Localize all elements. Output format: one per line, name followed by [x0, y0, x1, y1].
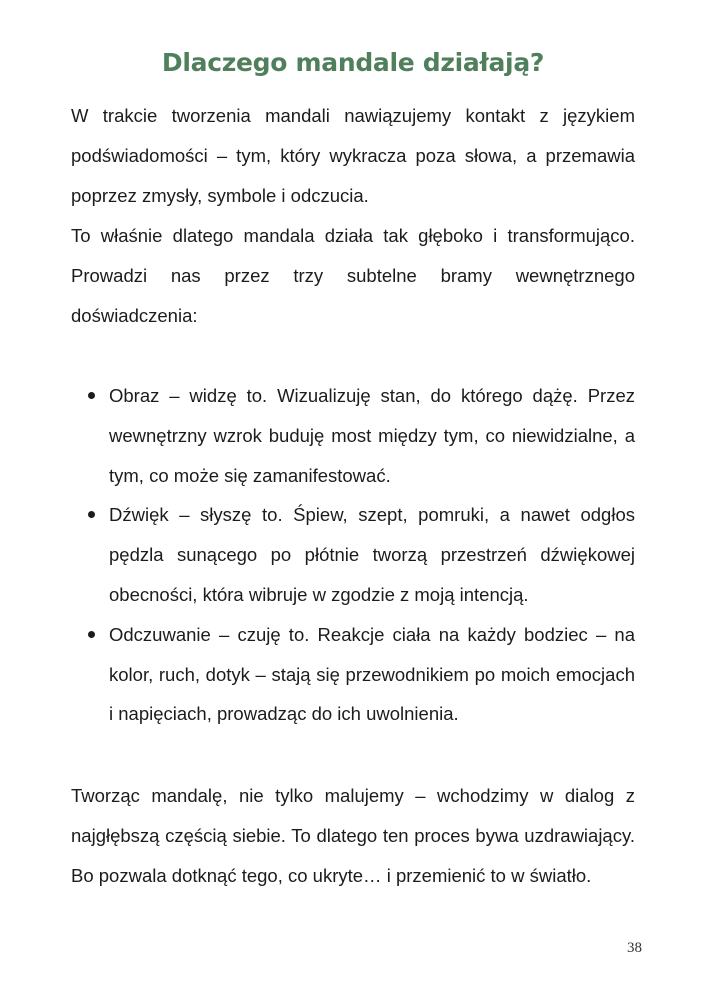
list-item — [71, 615, 635, 734]
intro-paragraph: W trakcie tworzenia mandali nawiązujemy kontakt z językiem podświadomości – tym, który wykracza poza słowa, a przemawia poprzez zmysły, symbole i odczucia. — [71, 105, 635, 206]
bullet-icon — [88, 392, 95, 399]
list-item-text: Odczuwanie – czuję to. Reakcje ciała na każdy bodziec – na kolor, ruch, dotyk – stają się przewodnikiem po moich emocjach i napięciach, prowadząc do ich uwolnienia. — [109, 623, 635, 725]
list-item-text: Obraz – widzę to. Wizualizuję stan, do którego dążę. Przez wewnętrzny wzrok buduję most między tym, co niewidzialne, a tym, co może się zamanifestować. — [109, 385, 635, 486]
page-title: Dlaczego mandale działają? — [161, 48, 545, 77]
page-number: 38 — [627, 940, 642, 956]
closing-paragraph: Tworząc mandalę, nie tylko malujemy – wchodzimy w dialog z najgłębszą częścią siebie. To dlatego ten proces bywa uzdrawiający. Bo pozwala dotknąć tego, co ukryte… i przemienić to w światło. — [71, 785, 635, 886]
bullet-icon — [88, 631, 95, 638]
list-item — [71, 495, 635, 614]
gates-paragraph: To właśnie dlatego mandala działa tak głęboko i transformująco. Prowadzi nas przez trzy subtelne bramy wewnętrznego doświadczenia: — [71, 225, 635, 326]
bullet-icon — [88, 511, 95, 518]
gates-list — [71, 376, 635, 734]
list-item-text: Dźwięk – słyszę to. Śpiew, szept, pomruki, a nawet odgłos pędzla sunącego po płótnie tworzą przestrzeń dźwiękowej obecności, która wibruje w zgodzie z moją intencją. — [109, 504, 635, 605]
list-item — [71, 376, 635, 495]
